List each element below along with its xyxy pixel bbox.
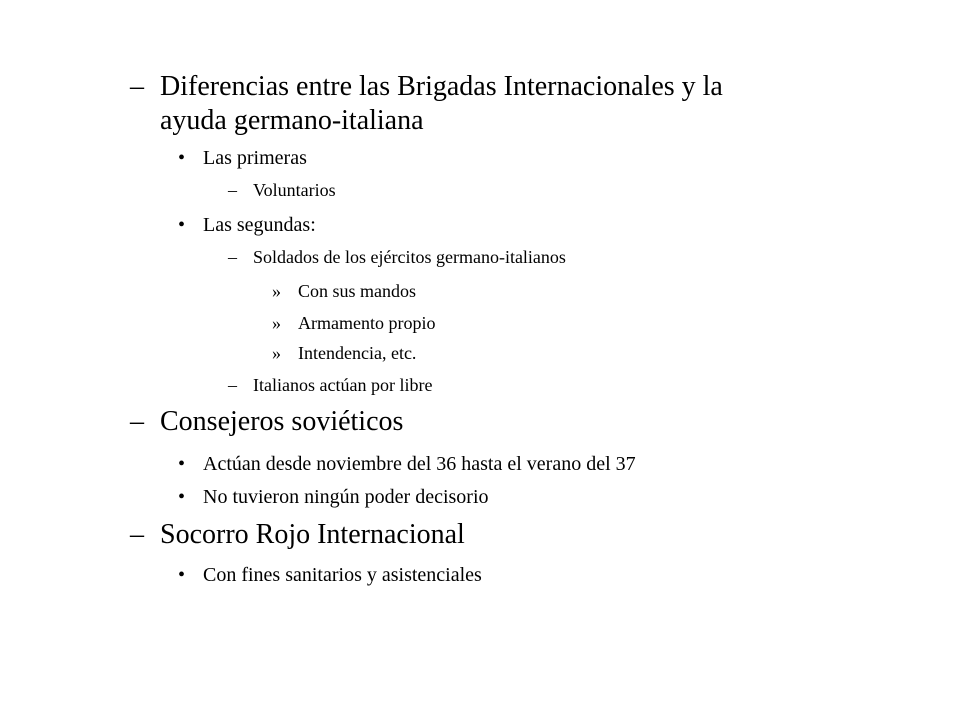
outline-text: Las segundas: [203, 214, 316, 236]
outline-text: Diferencias entre las Brigadas Internacionales y la [160, 71, 723, 102]
outline-text: No tuvieron ningún poder decisorio [203, 486, 489, 508]
bullet-marker: • [178, 564, 186, 586]
outline-text: Soldados de los ejércitos germano-italianos [253, 247, 566, 267]
dash-marker: – [228, 180, 237, 200]
dash-marker: – [130, 71, 144, 102]
dash-marker: – [228, 247, 237, 267]
outline-text: Las primeras [203, 147, 307, 169]
outline-text: Armamento propio [298, 313, 436, 333]
raquo-marker: » [272, 313, 281, 333]
outline-text: Consejeros soviéticos [160, 406, 404, 437]
outline-text: Con fines sanitarios y asistenciales [203, 564, 482, 586]
outline-text: Italianos actúan por libre [253, 375, 433, 395]
bullet-marker: • [178, 147, 186, 169]
outline-text: Actúan desde noviembre del 36 hasta el verano del 37 [203, 453, 636, 475]
outline-text: ayuda germano-italiana [160, 105, 424, 136]
dash-marker: – [130, 406, 144, 437]
dash-marker: – [228, 375, 237, 395]
bullet-marker: • [178, 486, 186, 508]
dash-marker: – [130, 519, 144, 550]
raquo-marker: » [272, 281, 281, 301]
bullet-marker: • [178, 453, 186, 475]
raquo-marker: » [272, 343, 281, 363]
outline-text: Voluntarios [253, 180, 336, 200]
outline-text: Intendencia, etc. [298, 343, 417, 363]
outline-text: Con sus mandos [298, 281, 417, 301]
outline-text: Socorro Rojo Internacional [160, 519, 465, 550]
bullet-marker: • [178, 214, 186, 236]
